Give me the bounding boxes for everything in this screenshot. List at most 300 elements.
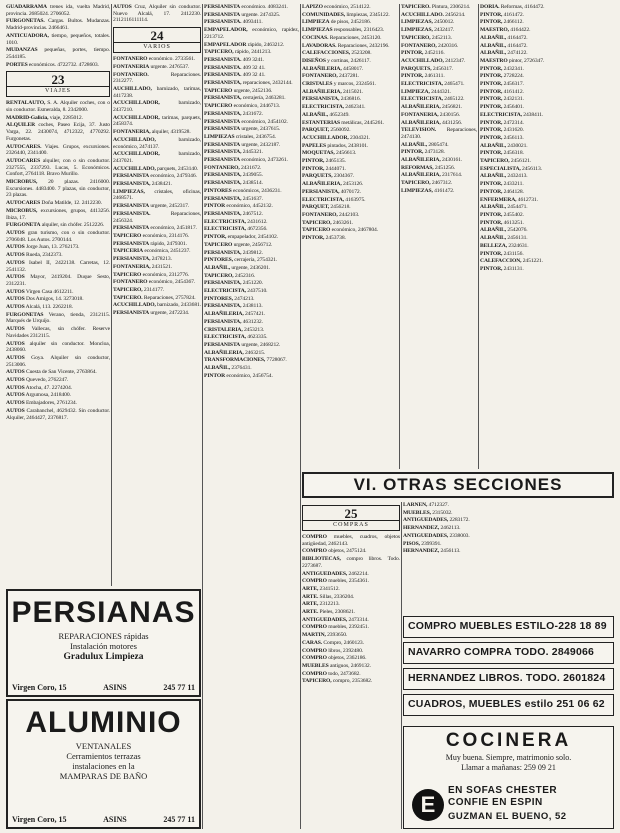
classified-ad: ANTICUADORA, tiempo, pequeños, totales. 1010. (6, 32, 110, 46)
ad-line: Cerramientos terrazas (66, 751, 141, 761)
classified-ad: COMPRO objetos, 2475124. (302, 548, 367, 555)
classified-ad: PINTOR, 2431620. (480, 127, 524, 134)
classified-ad: PERSIANISTA. 409 32 41. (204, 72, 266, 79)
classified-ad: PARQUETS, 2456317. (401, 65, 454, 72)
classified-ad: TAPICERO, 2463261. (302, 219, 354, 226)
classified-ad: AUTOS Mayor, 2419204. Duque Sesto, 2312231. (6, 274, 110, 287)
ads-list-compras-2 (403, 502, 614, 555)
ad-keyword: ELECTRICISTA, (401, 96, 443, 103)
ad-keyword: LIMPIEZAS (204, 133, 235, 140)
classified-ad: AUTOS Vallecas, sin chófer. Reserve Navidades 2312115. (6, 326, 110, 339)
classified-ad: GUADARRAMA trenes ida, vuelta Madrid, provincia. 2685024. 2706052. (6, 4, 110, 17)
classified-ad: ARTE. Pieles, 2308621. (302, 609, 356, 616)
classified-ad: AUCHILLADO, barnizado, tarimas, 4417238. (113, 85, 201, 99)
ad-keyword: FONTANERIA, (401, 111, 439, 118)
classified-ad: TAPICERO, 2456121. (480, 158, 532, 165)
classified-ad: PINTOR, 2432341. (480, 65, 524, 72)
classified-ad: ACUCHILLADO, barnizado, 2433681. (113, 302, 201, 309)
classified-ad: PERSIANISTA. 409 32 41. (204, 64, 266, 71)
ads-list-col5 (401, 4, 477, 195)
ads-list-col1 (6, 100, 110, 421)
ad-keyword: ANTICUADORA, (6, 32, 49, 39)
ad-keyword: PERSIANISTA, (204, 249, 242, 256)
ad-keyword: AUTOS (6, 252, 25, 259)
classified-ad: CRISTALERIA, 2453213. (204, 326, 265, 333)
ad-keyword: ACUCHILLADO, (113, 165, 156, 172)
ad-keyword: AUTOS (6, 244, 25, 251)
classified-ad: FONTANERIA, 2430156. (401, 111, 460, 118)
ad-keyword: ARTE, (302, 601, 319, 608)
ad-keyword: ALBAÑILERIA, (401, 157, 441, 164)
ad-keyword: AUTOS (6, 326, 25, 333)
classified-ad: PERSIANISTA, 2467512. (204, 210, 263, 217)
ad-keyword: AUTOS (6, 288, 25, 295)
ad-keyword: TRANSFORMACIONES, (204, 357, 266, 364)
classified-ad: AUTOCARES Doña Matilde, 12. 2412230. (6, 200, 102, 207)
classified-ad: ACUCHILLADO, barnizado, económico, 2474137. (113, 136, 201, 150)
ad-keyword: LIMPIEZAS, (401, 27, 433, 34)
ad-keyword: LIMPIEZA (302, 19, 330, 26)
ad-keyword: PERSIANISTA, (204, 318, 242, 325)
ad-keyword: TAPICERO, (401, 180, 431, 187)
ad-keyword: AUTOS (6, 377, 25, 384)
classified-ad: DISEÑOS y cortinas, 2426117. (302, 57, 371, 64)
classified-ad: ALBAÑILERIA, 2430161. (401, 157, 463, 164)
classified-ad: TAPICERO, 2467312. (401, 180, 453, 187)
ad-keyword: PAPELES (302, 142, 327, 149)
ad-keyword: CALEFACCIONES, (302, 50, 351, 57)
ad-keyword: CALEFACCION, (480, 258, 522, 265)
classified-ad: ALBAÑIL, 2474122. (480, 50, 528, 57)
ad-address: GUZMAN EL BUENO, 52 (448, 811, 567, 822)
ad-keyword: TAPICERO, (204, 49, 234, 56)
classified-ad: PERSIANISTA, 2439055. (204, 172, 263, 179)
ad-keyword: TAPICERO, (113, 286, 143, 293)
classified-ad: AUTOS Carabanchel, 4629432. Sin conductor. Alquiler, 2464427, 2376817. (6, 407, 110, 421)
ad-keyword: ACUCHILLADO. (401, 11, 444, 18)
classified-ad: ELECTRICISTA, 4623335. (204, 334, 268, 341)
classified-ad: PINTOR, 4161412. (480, 88, 524, 95)
classified-ad: ACUCHILLADOR, tarimas, parquets, 2458374. (113, 114, 201, 128)
ad-keyword: ARTE, (302, 585, 319, 592)
ad-keyword: PINTOR, (480, 188, 503, 195)
ad-keyword: LIMPIEZAS, (401, 19, 433, 26)
ad-keyword: PINTOR, (480, 96, 503, 103)
classified-ad: PAPELES pintados, 2438101. (302, 142, 369, 149)
section-label: COMPRAS (303, 520, 399, 529)
classified-ad: ELECTRICISTA, 2437510. (204, 288, 268, 295)
classified-ad: PINTOR, 2473128. (401, 149, 445, 156)
ad-keyword: COMPRO (302, 578, 327, 585)
classified-ad: TAPICERIA económica, 2451237. (113, 248, 191, 255)
ad-line: CONFIE EN ESPIN (448, 797, 543, 808)
classified-ad: ACUCHILLADO, parquets, 2453140. (113, 165, 199, 172)
classified-ad: ELECTRICISTA, 2465122. (401, 96, 465, 103)
ad-address (12, 815, 195, 824)
classified-ad: CARAS. Compro, 2460123. (302, 639, 364, 646)
classified-ad: ALQUILER coches, Paseo Ecija, 37. Justo Varga, 22. 2430074, 4712322, 4770292. Furgonetas. (6, 122, 110, 142)
section-number: 24 (150, 28, 164, 44)
column-rule (111, 4, 112, 586)
classified-ad: AUTOS Cruz, Alquiler sin conductor. Nuevo Alcalá, 17. 2412230. 2112116111114. (113, 4, 201, 24)
classified-ad: MAESTRO pintor, 2726347. (480, 57, 545, 64)
ad-keyword: ALBAÑIL, (480, 142, 507, 149)
classified-ad: PERSIANISTA, 2438514. (204, 180, 263, 187)
ad-keyword: PERSIANISTA (204, 4, 241, 10)
classified-ad: AUTOS Atocha, 47. 2274204. (6, 384, 72, 391)
ad-keyword: PINTOR, (480, 119, 503, 126)
ad-keyword: PINTOR, (480, 88, 503, 95)
classified-ad: TAPICERO, compro, 2353682. (302, 678, 373, 685)
classified-ad: ALBAÑIL, 4164472. (480, 34, 528, 41)
ads-top-col1 (6, 4, 110, 68)
ad-keyword: PERSIANISTA, (204, 180, 242, 187)
ad-keyword: ALBAÑIL, (480, 204, 507, 211)
classified-ad: COMPRO muebles, cuadros, objetos antigüedad, 2462143. (302, 534, 400, 547)
ad-keyword: PINTOR, (480, 19, 503, 26)
classified-ad: ACUCHILLADO, 2412347. (401, 57, 466, 64)
ad-keyword: FONTANERO, (401, 42, 437, 49)
classified-ad: COMPRO objetos, 2362186. (302, 655, 367, 662)
ad-keyword: ALBAÑILERIA, (204, 311, 244, 318)
classified-ad: PERSIANISTA. 409 3241. (204, 56, 265, 63)
ad-address (12, 683, 195, 692)
ad-keyword: AUTOS (6, 384, 25, 391)
classified-ad: COMPRO muebles, 2392451. (302, 624, 369, 631)
ad-keyword: FONTANERIA, (113, 263, 151, 270)
ad-line: Instalación motores (70, 641, 137, 651)
ad-keyword: PINTOR, (480, 81, 503, 88)
classified-ad: PERSIANISTA urgente, 2472234. (113, 310, 190, 317)
ad-keyword: REFORMAS, (401, 164, 434, 171)
classified-ad: FONTANERO, 2437281. (302, 73, 360, 80)
ad-keyword: PERSIANISTA, (204, 110, 242, 117)
ads-list-compras (302, 534, 400, 685)
classified-ad: PINTOR, 2464128. (480, 188, 524, 195)
classified-ad: ALBAÑILERIA, 4458017. (302, 65, 364, 72)
classified-ad: FONTANERIA, alquiler, 4319528. (113, 129, 191, 136)
classified-ad: PERSIANISTA urgente. 2474325. (204, 11, 281, 18)
classified-ad: PINTOR, 2444071. (302, 165, 346, 172)
ad-keyword: PINTOR, (480, 134, 503, 141)
ad-keyword: EMPAPELADOR (204, 41, 247, 48)
ad-keyword: PERSIANISTA (113, 225, 150, 232)
ad-line: Muy buena. Siempre, matrimonio solo. (445, 753, 572, 762)
classified-ad: PERSIANISTA, 2431672. (204, 110, 263, 117)
classified-ad: LAPIZO económico, 2514122. (302, 4, 371, 10)
classified-ad: MADRID-Galicia, viaje, 2285012. (6, 114, 83, 121)
classified-ad: FONTANERIA, 2431521. (113, 263, 172, 270)
ad-keyword: PINTORES, (204, 257, 233, 264)
ad-keyword: PINTOR, (480, 265, 503, 272)
classified-ad: LIMPIEZA de pisos, 2452186. (302, 19, 371, 26)
classified-ad: AUTOS Argumosa, 2418400. (6, 392, 71, 399)
ads-list-col6 (480, 4, 614, 273)
classified-ad: LIMPIEZAS responsables, 2316423. (302, 27, 384, 34)
column-5 (401, 4, 477, 469)
classified-ad: PERSIANISTA, 2445321. (204, 149, 263, 156)
classified-ad: ESTANTERIAS metálicas, 2445261. (302, 119, 385, 126)
classified-ad: TAPICERO, rápido, 2441213. (204, 49, 272, 56)
classified-ad: COMPRO todo, 2473682. (302, 670, 361, 677)
ad-keyword: ALBAÑILERIA, (401, 104, 441, 111)
classified-ad: ACUCHILLADOR, 2304321. (302, 134, 371, 141)
ad-keyword: RENTALAUTO, (6, 100, 46, 107)
ad-keyword: FURGONETAS (6, 311, 44, 318)
ad-keyword: COMUNIDADES, (302, 11, 346, 18)
ad-keyword: PERSIANISTA. (204, 56, 242, 63)
ad-keyword: PARQUET, (302, 127, 330, 134)
classified-ad: MAESTRO, 4164422. (480, 27, 531, 34)
ad-keyword: MUEBLES, (403, 509, 431, 516)
column-rule (401, 502, 402, 829)
classified-ad: PINTOR, 2431156. (480, 250, 524, 257)
ad-keyword: PERSIANISTA, (113, 181, 151, 188)
ads-list-col4 (302, 4, 398, 242)
ad-keyword: TAPICERO, (480, 158, 510, 165)
ad-keyword: ANTIGUEDADES, (403, 517, 449, 524)
classified-ad: ENFERMERA, 4612731. (480, 196, 538, 203)
classified-ad: ALBAÑIL, 2456131. (480, 235, 528, 242)
ad-keyword: ALBAÑIL, (204, 264, 231, 271)
ad-keyword: PERSIANISTA. (204, 64, 242, 71)
classified-ad: PERSIANISTA económico, 2473261. (204, 157, 288, 164)
classified-ad: ANTIGUEDADES, 2462214. (302, 570, 369, 577)
ad-keyword: ALBAÑIL, (480, 50, 507, 57)
ad-keyword: AUTOS (6, 296, 25, 303)
ad-line: VENTANALES (75, 741, 132, 751)
ad-keyword: ELECTRICISTA, (401, 81, 443, 88)
classified-ad: ACUCHILLADOR, barnizado, 2437210. (113, 100, 201, 114)
ad-keyword: ESPECIALISTA, (480, 165, 521, 172)
classified-ad: TAPICERO, 2452316. (204, 272, 256, 279)
ad-keyword: DORIA. (480, 4, 500, 10)
column-1 (6, 4, 110, 586)
classified-ad: AUTOS Goya. Alquiler sin conductor, 2513006. (6, 354, 110, 368)
ad-keyword: MAESTRO (480, 57, 508, 64)
ad-keyword: HERNANDEZ, (403, 525, 440, 532)
classified-ad: PERSIANISTA, 2451220. (204, 280, 263, 287)
classified-ad: PERSIANISTA, 4631232. (204, 318, 263, 325)
ad-keyword: PINTOR, (480, 127, 503, 134)
classified-ad: AUTOS Rueda, 2342373. (6, 252, 63, 259)
column-3 (204, 4, 299, 829)
classified-ad: FURGONETA alquiler, sin chófer. 2512226. (6, 222, 105, 229)
classified-ad: FONTANERO, 2431672. (204, 164, 262, 171)
classified-ad: LIMPIEZA, 2444321. (401, 88, 452, 95)
ad-line: Llamar a mañanas: 259 09 21 (461, 763, 556, 772)
classified-ad: PINTOR económico, 4452132. (204, 203, 273, 210)
ad-keyword: PERSIANISTA, (204, 280, 242, 287)
classified-ad: PINTORES económicos, 2436231. (204, 187, 282, 194)
ad-keyword: ALBAÑIL, (480, 235, 507, 242)
ad-keyword: ENFERMERA, (480, 196, 517, 203)
ad-keyword: PINTOR, (480, 211, 503, 218)
classified-ad: FONTANERO económico. 2733561. (113, 56, 196, 63)
ad-keyword: ACUCHILLADOR, (302, 134, 349, 141)
ad-keyword: PERSIANISTA. (204, 72, 242, 79)
classified-ad: COMPRO libros, 2392480. (302, 647, 364, 654)
ad-keyword: PINTOR, (401, 149, 424, 156)
ad-keyword: PINTOR, (401, 50, 424, 57)
ad-keyword: AUTOS (113, 4, 132, 10)
ad-keyword: COMPRO (302, 548, 327, 555)
classified-ad: ANTIGUEDADES, 2283172. (403, 517, 470, 524)
section-label: VARIOS (114, 42, 200, 51)
ad-keyword: ELECTRICISTA, (480, 111, 522, 118)
classified-ad: PERSIANISTA rápido, 2479301. (113, 240, 187, 247)
ad-keyword: LIMPIEZAS (302, 27, 333, 34)
ad-line: EN SOFAS CHESTER (448, 785, 558, 796)
classified-ad: AUTOS Cuesta de San Vicente, 2763864. (6, 369, 97, 376)
ad-keyword: AUTOCARES (6, 157, 41, 164)
boxed-ad: COMPRO MUEBLES ESTILO-228 18 89 (403, 616, 614, 638)
ad-keyword: ALBAÑIL, (204, 365, 231, 372)
ad-keyword: PERSIANISTA, (113, 256, 151, 263)
classified-ad: FONTANERO, 2420316. (401, 42, 459, 49)
classified-ad: ALBAÑIL, 4164472. (480, 42, 528, 49)
classified-ad: CRISTALES y marcos, 2324561. (302, 81, 377, 88)
classified-ad: HERNANDEZ, 2456113. (403, 548, 461, 555)
classified-ad: REFORMAS, 2451256. (401, 164, 455, 171)
classified-ad: RENTALAUTO, S. A. Alquiler coches, con o sin conductor. Esmeralda, 8. 2342000. (6, 100, 110, 114)
classified-ad: PERSIANISTA, reparaciones, 2432144. (204, 80, 293, 87)
ad-keyword: PERSIANISTA (204, 341, 241, 348)
ad-keyword: ELECTRICISTA, (302, 196, 344, 203)
ad-keyword: PINTOR, (302, 235, 325, 242)
classified-ad: MUEBLES antiguos, 2469132. (302, 662, 371, 669)
classified-ad: PERSIANISTA, 2438113. (204, 303, 263, 310)
ad-keyword: ANTIGUEDADES, (403, 532, 449, 539)
classified-ad: PORTES económicos. 4722732. 4728603. (6, 61, 99, 68)
ad-keyword: AUTOS (6, 407, 25, 414)
ad-keyword: AUTOS (6, 340, 25, 347)
ad-keyword: ACUCHILLADOR, (113, 151, 160, 158)
classified-ad: ANTIGUEDADES, 2338003. (403, 532, 470, 539)
classified-ad: ACUCHILLADOR, barnizado, 2437021. (113, 151, 201, 164)
ad-keyword: ALBAÑILERIA, (302, 88, 342, 95)
classified-ad: ALBAÑIL, 4652349. (302, 111, 350, 118)
ad-address-street: Virgen Coro, 15 (12, 815, 67, 824)
ad-keyword: PERSIANISTA, (204, 149, 242, 156)
classified-ad: PERSIANISTA económico, 2451817. (113, 225, 197, 232)
ad-keyword: PERSIANISTA (204, 11, 241, 18)
classified-ad: PERSIANISTA económico, 2479346. (113, 173, 197, 180)
column-6 (480, 4, 614, 469)
classified-ad: ALBAÑIL, 2376431. (204, 365, 252, 372)
ad-keyword: AUTOS (6, 229, 25, 236)
ad-keyword: PISOS, (403, 540, 420, 547)
classified-ad: PERSIANISTA económico, 2454102. (204, 118, 288, 125)
classified-ad: DORIA. Reformas, 4164472. (480, 4, 545, 10)
classified-ad: EMPAPELADOR, económico, rapidez, 2213712. (204, 27, 299, 40)
ad-keyword: AUCHILLADO, (113, 85, 152, 92)
ad-keyword: PERSIANISTA, (204, 210, 242, 217)
ad-keyword: ALBAÑIL, (480, 42, 507, 49)
ad-keyword: PERSIANISTA, (204, 80, 242, 87)
ad-keyword: PINTOR, (480, 250, 503, 257)
ad-line: REPARACIONES rápidas (58, 631, 149, 641)
classified-ad: FONTANERO, 2442103. (302, 211, 360, 218)
classified-ad: BIBLIOTECAS, compro libros. Todo. 2273687. (302, 556, 400, 569)
classified-ad: TAPICERO económico, 2312776. (113, 271, 190, 278)
ad-keyword: MICROBUS, (6, 207, 38, 214)
ad-keyword: TAPICERO. (113, 294, 143, 301)
ad-keyword: MOQUETAS, (302, 150, 335, 157)
classified-ad: ARTE. Sillas, 2336204. (302, 593, 355, 600)
ads-top-col2 (113, 4, 201, 24)
classified-ad: FONTANERIA urgente. 2476537. (113, 63, 190, 70)
ad-keyword: ALBAÑIL, (480, 173, 507, 180)
ad-keyword: PARQUET, (302, 204, 330, 211)
classified-ad: AUTOCARES alquiler, con o sin conductor. 2327555, 2337293. Lucas, 5. Económicos. Confort, 2764118. Bravo Murillo. (6, 157, 110, 178)
ad-keyword: CRISTALES (302, 81, 333, 88)
ad-keyword: PINTORES (204, 187, 232, 194)
ad-keyword: LAPIZO (302, 4, 323, 10)
ad-keyword: ANTIGUEDADES, (302, 616, 348, 623)
classified-ad: COMPRO muebles, 2354361. (302, 578, 369, 585)
espin-logo-icon: E (412, 789, 444, 821)
classified-ad: PERSIANISTA, 2478213. (113, 256, 172, 263)
section-header-viajes (6, 71, 110, 97)
ad-keyword: MARTIN, (302, 632, 326, 639)
column-compras (302, 502, 400, 829)
classified-ad: PARQUETS, 2304367. (302, 173, 355, 180)
classified-ad: PINTOR, 4613251. (480, 219, 524, 226)
section-vi-banner: VI. OTRAS SECCIONES (302, 472, 614, 498)
classified-ad: PERSIANISTA, 2439812. (204, 249, 263, 256)
classified-ad: AUTOCARES. Viajes. Grupos, excursiones. 2326440, 2341400. (6, 143, 110, 157)
classified-ad: PERSIANISTA urgente, 2437615. (204, 126, 281, 133)
ad-keyword: PERSIANISTA (204, 141, 241, 148)
ad-keyword: PERSIANISTA (113, 203, 150, 210)
classified-ad: PINTOR, 2456317. (480, 81, 524, 88)
ad-keyword: EMPAPELADOR, (204, 27, 248, 34)
ad-keyword: FONTANERO. (113, 71, 149, 78)
ad-keyword: TAPICERO, (204, 272, 234, 279)
ad-keyword: PINTOR, (480, 150, 503, 157)
ad-keyword: TAPICERO, (401, 34, 431, 41)
classified-ad: PERSIANISTA urgente, 2452317. (113, 203, 190, 210)
ad-keyword: PORTES (6, 61, 28, 68)
classified-ad: LIMPIEZAS, 2432417. (401, 27, 455, 34)
ad-keyword: PINTOR (204, 203, 226, 210)
ad-keyword: PARQUETS, (401, 65, 432, 72)
boxed-ad: CUADROS, MUEBLES estilo 251 06 62 (403, 694, 614, 716)
ad-keyword: PERSIANISTA (113, 240, 150, 247)
ad-title: COCINERA (445, 730, 572, 751)
ad-keyword: ACUCHILLADO, (113, 136, 156, 143)
section-number: 25 (344, 506, 358, 521)
classified-ad: TAPICERO. Reparaciones, 2757824. (113, 294, 196, 301)
classified-ad: PERSIANISTA. Reparaciones, 2456324. (113, 210, 201, 224)
ad-keyword: TAPICERO (204, 103, 233, 110)
ad-keyword: HERNANDEZ, (403, 548, 440, 555)
ad-keyword: AUTOS (6, 274, 25, 281)
ad-keyword: AUTOCARES. (6, 143, 42, 150)
ad-keyword: PINTOR, (480, 181, 503, 188)
ad-keyword: PERSIANISTA, (302, 188, 340, 195)
ad-keyword: FONTANERO, (302, 73, 338, 80)
ad-keyword: ALBAÑILERIA, (204, 349, 244, 356)
classified-ad: AUTOS Embajadores, 2761234. (6, 400, 77, 407)
ad-keyword: TAPICERO. (401, 4, 431, 10)
classified-ad: PERSIANISTA, 4070172. (302, 188, 361, 195)
classified-ad: ALBAÑILERIA, 2457421. (204, 311, 266, 318)
classified-ad: ELECTRICISTA, 2462341. (302, 104, 366, 111)
classified-ad: PISOS, 2399391. (403, 540, 442, 547)
ad-keyword: MUDANZAS (6, 47, 38, 54)
